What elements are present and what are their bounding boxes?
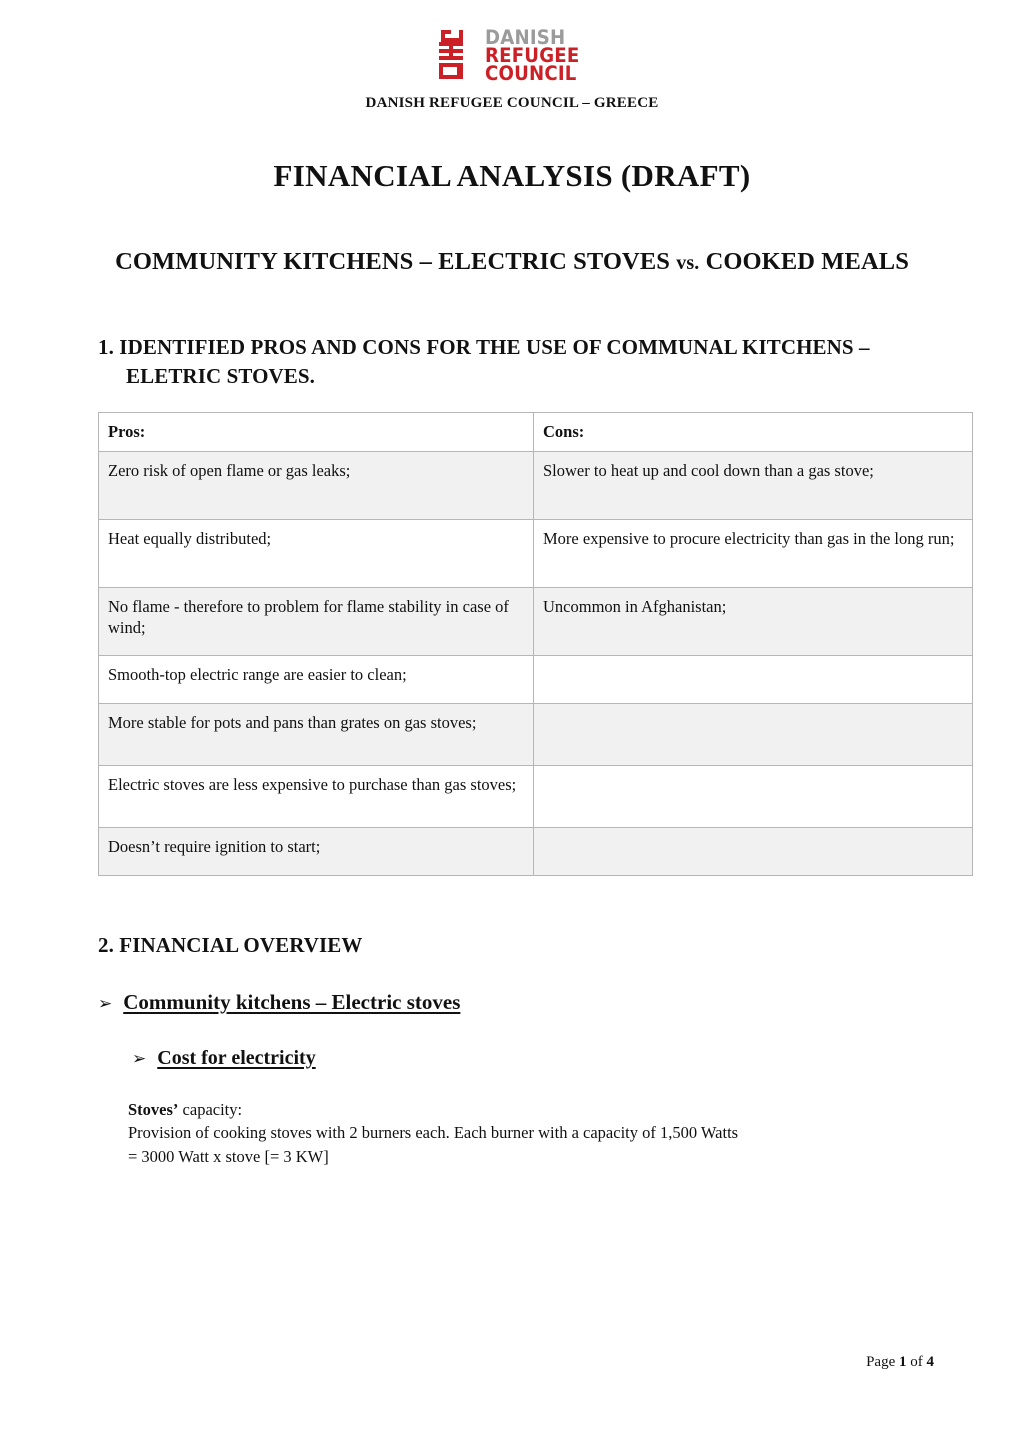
table-header-pros: Pros:	[99, 413, 534, 451]
logo-header	[0, 0, 1024, 83]
table-cell-cons	[534, 765, 973, 827]
table-cell-cons: Slower to heat up and cool down than a gas stove;	[534, 451, 973, 519]
drc-logo	[437, 28, 587, 83]
section-2-heading: 2. FINANCIAL OVERVIEW	[98, 932, 363, 957]
footer-current-page: 1	[899, 1354, 907, 1370]
table-cell-pros: Electric stoves are less expensive to purchase than gas stoves;	[99, 765, 534, 827]
footer-middle: of	[906, 1354, 927, 1370]
table-row	[99, 587, 973, 655]
table-cell-pros: Smooth-top electric range are easier to clean;	[99, 655, 534, 703]
table-cell-cons	[534, 827, 973, 875]
arrowhead-bullet-icon: ➢	[98, 993, 113, 1014]
subtitle-part-1: COMMUNITY KITCHENS – ELECTRIC STOVES	[115, 248, 677, 275]
logo-word-refugee: REFUGEE	[485, 43, 580, 67]
table-cell-cons	[534, 655, 973, 703]
stoves-capacity-line-2: = 3000 Watt x stove [= 3 KW]	[128, 1146, 329, 1166]
bullet-community-kitchens	[98, 990, 1024, 1015]
table-row	[99, 655, 973, 703]
page-footer	[866, 1354, 934, 1371]
stoves-capacity-label-bold: Stoves’	[128, 1099, 179, 1119]
table-row	[99, 765, 973, 827]
stoves-capacity-block	[128, 1098, 904, 1168]
table-body	[99, 413, 973, 875]
pros-cons-table-wrap	[98, 412, 955, 875]
table-cell-pros: No flame - therefore to problem for flame stability in case of wind;	[99, 587, 534, 655]
table-header-cons: Cons:	[534, 413, 973, 451]
stoves-capacity-label	[128, 1098, 904, 1121]
page-subtitle	[102, 246, 922, 278]
table-cell-pros: Zero risk of open flame or gas leaks;	[99, 451, 534, 519]
stoves-capacity-line-1: Provision of cooking stoves with 2 burners each. Each burner with a capacity of 1,500 Watts	[128, 1123, 739, 1143]
subtitle-part-2: COOKED MEALS	[699, 248, 909, 275]
logo-word-danish: DANISH	[485, 26, 566, 49]
pros-cons-table	[98, 412, 973, 875]
table-row	[99, 703, 973, 765]
table-header-row	[99, 413, 973, 451]
bullet-label: Community kitchens – Electric stoves	[123, 989, 461, 1014]
bullet-label: Cost for electricity	[157, 1046, 316, 1069]
organization-line: DANISH REFUGEE COUNCIL – GREECE	[365, 95, 659, 111]
table-cell-pros: Heat equally distributed;	[99, 519, 534, 587]
logo-wordmark	[485, 28, 587, 83]
bullet-cost-for-electricity	[132, 1047, 1024, 1070]
section-1-heading: 1. IDENTIFIED PROS AND CONS FOR THE USE OF COMMUNAL KITCHENS – ELETRIC STOVES.	[98, 335, 870, 389]
footer-total-pages: 4	[926, 1354, 934, 1370]
table-cell-cons	[534, 703, 973, 765]
arrowhead-bullet-icon: ➢	[132, 1048, 147, 1069]
page-title: FINANCIAL ANALYSIS (DRAFT)	[273, 158, 751, 193]
footer-prefix: Page	[866, 1354, 899, 1370]
drc-monogram-icon	[437, 28, 479, 83]
logo-word-council: COUNCIL	[485, 61, 577, 85]
table-cell-pros: More stable for pots and pans than grates on gas stoves;	[99, 703, 534, 765]
table-cell-cons: More expensive to procure electricity than gas in the long run;	[534, 519, 973, 587]
stoves-capacity-label-rest: capacity:	[178, 1099, 243, 1119]
table-cell-cons: Uncommon in Afghanistan;	[534, 587, 973, 655]
subtitle-vs: vs.	[676, 252, 700, 274]
table-cell-pros: Doesn’t require ignition to start;	[99, 827, 534, 875]
table-row	[99, 519, 973, 587]
table-row	[99, 827, 973, 875]
table-row	[99, 451, 973, 519]
